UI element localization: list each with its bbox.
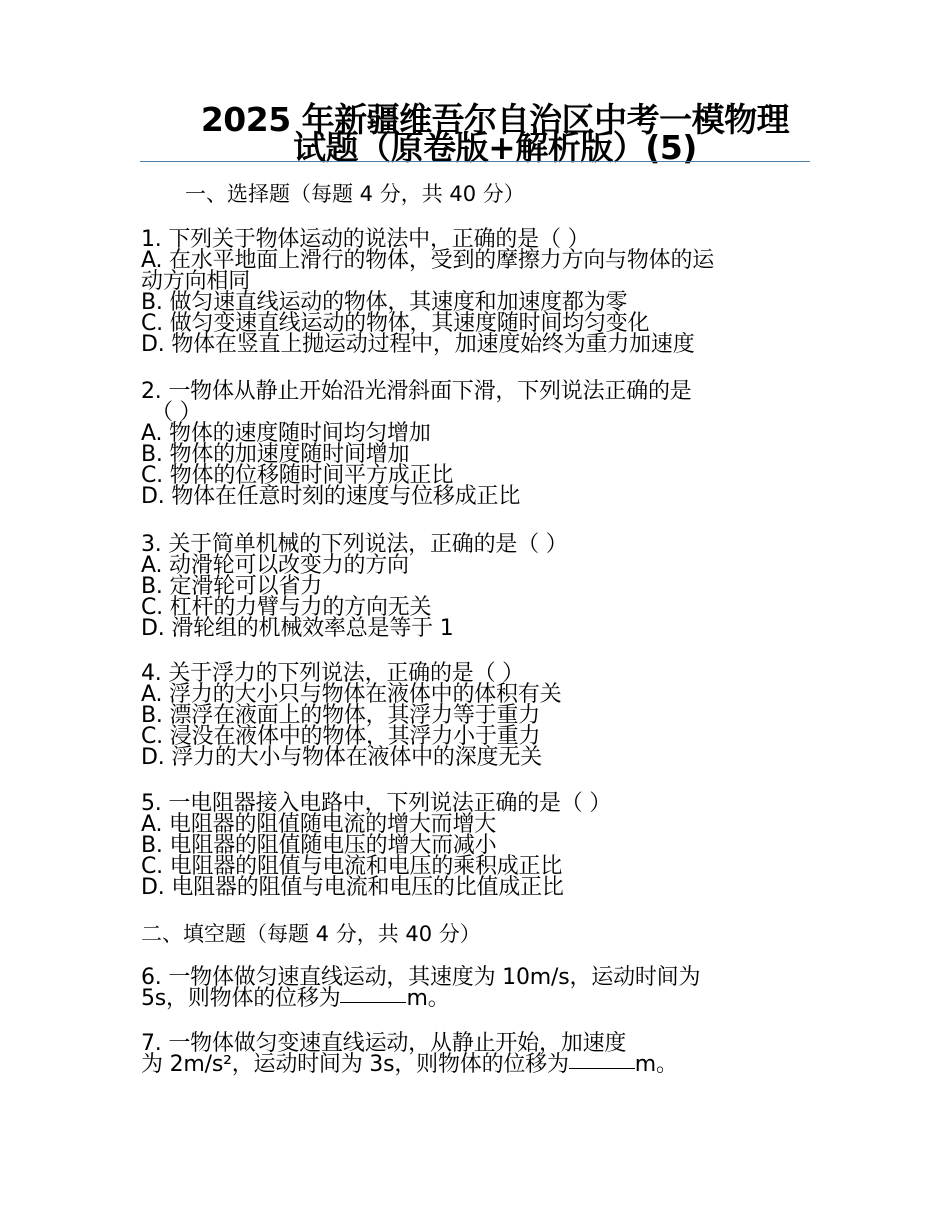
question-3 — [141, 534, 811, 639]
question-stem-continued: （ ） — [151, 400, 202, 425]
unit-text: m。 — [634, 1052, 678, 1077]
option-d: D. 物体在任意时刻的速度与位移成正比 — [141, 484, 521, 509]
option-b: B. 漂浮在液面上的物体，其浮力等于重力 — [141, 703, 541, 728]
section-heading-fill: 二、填空题（每题 4 分，共 40 分） — [141, 922, 481, 946]
option-b: B. 做匀速直线运动的物体，其速度和加速度都为零 — [141, 290, 628, 315]
option-d: D. 滑轮组的机械效率总是等于 1 — [141, 616, 454, 641]
question-stem: 1. 下列关于物体运动的说法中，正确的是（ ） — [141, 227, 590, 252]
stem-text: 为 2m/s²，运动时间为 3s，则物体的位移为 — [141, 1052, 569, 1077]
question-4 — [141, 663, 811, 768]
option-b: B. 电阻器的阻值随电压的增大而减小 — [141, 833, 497, 858]
option-c: C. 杠杆的力臂与力的方向无关 — [141, 595, 432, 620]
title-line-1: 2025 年新疆维吾尔自治区中考一模物理 — [200, 100, 790, 139]
option-d: D. 电阻器的阻值与电流和电压的比值成正比 — [141, 875, 564, 900]
question-stem: 5. 一电阻器接入电路中，下列说法正确的是（ ） — [141, 791, 612, 816]
document-title — [150, 100, 840, 167]
title-line-2: 试题（原卷版+解析版）(5) — [293, 128, 697, 167]
option-a: A. 物体的速度随时间均匀增加 — [141, 421, 431, 446]
answer-blank[interactable] — [340, 1001, 406, 1003]
question-stem-continued — [141, 988, 811, 1009]
stem-text: 5s，则物体的位移为 — [141, 986, 341, 1011]
question-1 — [141, 229, 811, 355]
option-a: A. 动滑轮可以改变力的方向 — [141, 553, 409, 578]
question-2 — [141, 381, 811, 507]
option-c: C. 物体的位移随时间平方成正比 — [141, 463, 454, 488]
option-a: A. 浮力的大小只与物体在液体中的体积有关 — [141, 682, 562, 707]
option-d: D. 浮力的大小与物体在液体中的深度无关 — [141, 745, 542, 770]
unit-text: m。 — [406, 986, 450, 1011]
question-6 — [141, 967, 811, 1009]
option-b: B. 定滑轮可以省力 — [141, 574, 323, 599]
question-stem: 3. 关于简单机械的下列说法，正确的是（ ） — [141, 532, 568, 557]
title-divider — [140, 161, 810, 162]
question-stem: 7. 一物体做匀变速直线运动，从静止开始，加速度 — [141, 1031, 627, 1056]
question-stem: 2. 一物体从静止开始沿光滑斜面下滑，下列说法正确的是 — [141, 379, 692, 404]
option-c: C. 浸没在液体中的物体，其浮力小于重力 — [141, 724, 541, 749]
question-stem: 6. 一物体做匀速直线运动，其速度为 10m/s，运动时间为 — [141, 965, 701, 990]
option-a-continued: 动方向相同 — [141, 269, 251, 294]
option-d: D. 物体在竖直上抛运动过程中，加速度始终为重力加速度 — [141, 332, 695, 357]
option-a: A. 电阻器的阻值随电流的增大而增大 — [141, 812, 497, 837]
option-a: A. 在水平地面上滑行的物体，受到的摩擦力方向与物体的运 — [141, 248, 715, 273]
answer-blank[interactable] — [569, 1067, 635, 1069]
question-stem: 4. 关于浮力的下列说法，正确的是（ ） — [141, 661, 524, 686]
option-b: B. 物体的加速度随时间增加 — [141, 442, 410, 467]
section-heading-choice: 一、选择题（每题 4 分，共 40 分） — [185, 182, 525, 206]
question-5 — [141, 793, 811, 898]
question-7 — [141, 1033, 811, 1075]
question-stem-continued — [141, 1054, 811, 1075]
option-c: C. 做匀变速直线运动的物体，其速度随时间均匀变化 — [141, 311, 650, 336]
option-c: C. 电阻器的阻值与电流和电压的乘积成正比 — [141, 854, 563, 879]
